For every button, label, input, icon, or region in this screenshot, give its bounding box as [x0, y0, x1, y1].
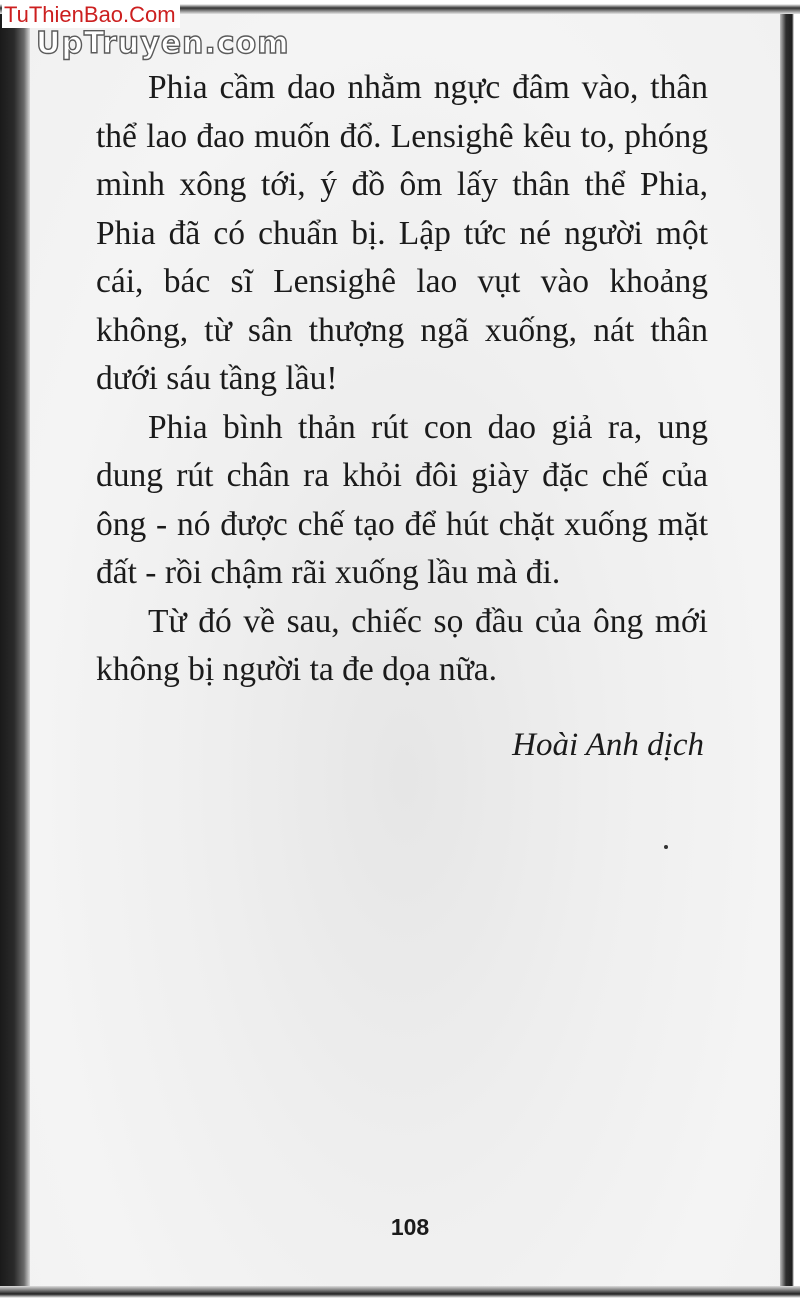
story-text	[96, 64, 708, 695]
scan-border-right	[780, 0, 800, 1302]
scan-speck	[664, 845, 668, 849]
page-number: 108	[390, 1214, 430, 1240]
paragraph-1: Phia cầm dao nhằm ngực đâm vào, thân thể lao đao muốn đổ. Lensighê kêu to, phóng mình xông tới, ý đồ ôm lấy thân thể Phia, Phia đã có chuẩn bị. Lập tức né người một cái, bác sĩ Lensighê lao vụt vào khoảng không, từ sân thượng ngã xuống, nát thân dưới sáu tầng lầu!	[96, 69, 708, 397]
logo-watermark: UpTruyen.com	[36, 26, 290, 61]
paragraph-2: Phia bình thản rút con dao giả ra, ung dung rút chân ra khỏi đôi giày đặc chế của ông - nó được chế tạo để hút chặt xuống mặt đất - rồi chậm rãi xuống lầu mà đi.	[96, 408, 708, 591]
scan-border-bottom	[0, 1286, 800, 1302]
scan-border-left	[0, 0, 30, 1302]
paragraph-3: Từ đó về sau, chiếc sọ đầu của ông mới không bị người ta đe dọa nữa.	[96, 602, 708, 688]
site-watermark: TuThienBao.Com	[2, 2, 180, 28]
translator-credit: Hoài Anh dịch	[512, 727, 704, 763]
